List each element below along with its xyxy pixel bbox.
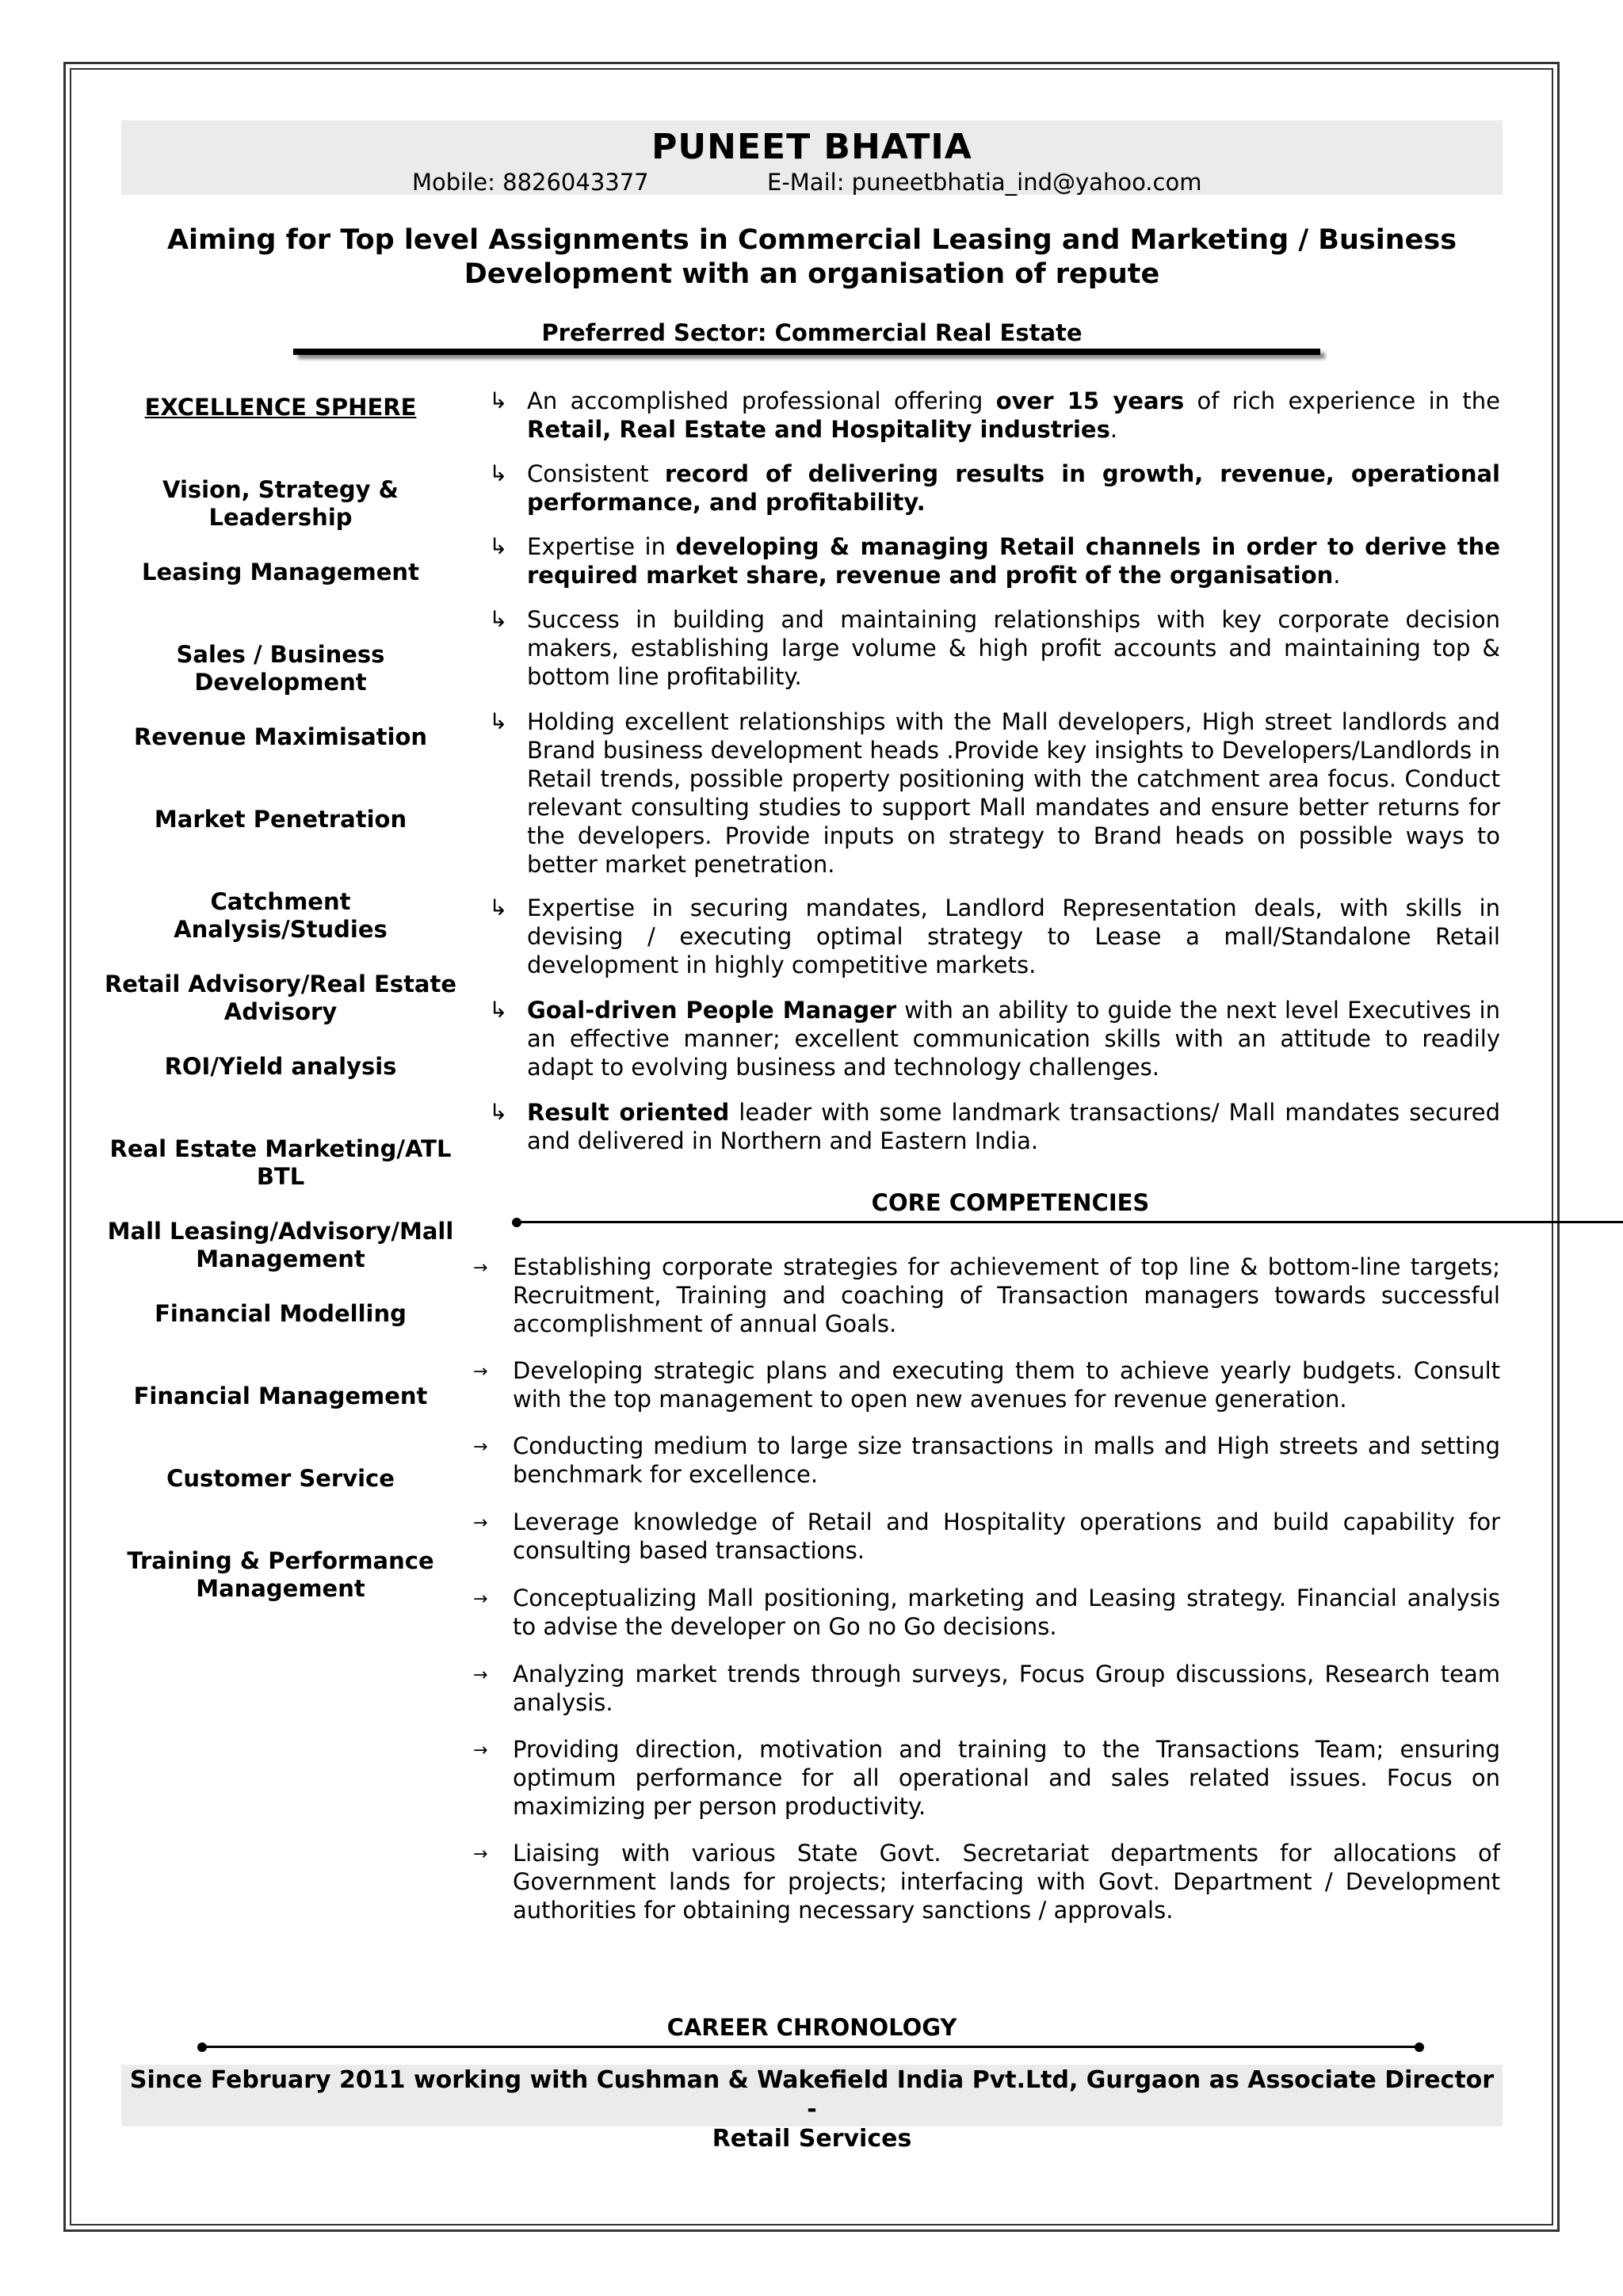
sidebar-item-line: Market Penetration bbox=[154, 806, 407, 833]
achievement-text: . bbox=[1333, 562, 1341, 589]
achievement-text: Expertise in bbox=[527, 533, 676, 560]
sidebar-item bbox=[94, 559, 468, 586]
sidebar-item bbox=[94, 971, 468, 1026]
sidebar-item-line: Revenue Maximisation bbox=[133, 723, 428, 750]
sidebar-item bbox=[94, 1383, 468, 1410]
sidebar-item-line: Advisory bbox=[223, 998, 338, 1025]
objective-line-2: Development with an organisation of repute bbox=[464, 258, 1160, 290]
competency-item bbox=[473, 1508, 1500, 1565]
arrow-bullet-icon: ↳ bbox=[489, 1099, 508, 1125]
competency-item bbox=[473, 1253, 1500, 1338]
career-entry-line-1: Since February 2011 working with Cushman & Wakefield India Pvt.Ltd, Gurgaon as Associate Director - bbox=[129, 2066, 1495, 2123]
competency-item bbox=[473, 1735, 1500, 1821]
arrow-bullet-icon: ↳ bbox=[489, 894, 508, 921]
right-arrow-icon: → bbox=[473, 1362, 488, 1382]
sidebar-item-line: Retail Advisory/Real Estate bbox=[104, 971, 457, 997]
sidebar-item-line: Financial Management bbox=[133, 1383, 428, 1409]
competency-text: Establishing corporate strategies for achievement of top line & bottom-line targets; Recruitment, Training and coaching of Transaction managers towards successful accomplishment of annual Goals. bbox=[513, 1253, 1500, 1337]
right-arrow-icon: → bbox=[473, 1437, 488, 1457]
right-arrow-icon: → bbox=[473, 1665, 488, 1685]
achievement-text: of rich experience in the bbox=[1184, 387, 1500, 414]
competency-item bbox=[473, 1839, 1500, 1924]
career-objective bbox=[121, 223, 1503, 292]
achievement-highlight: Goal-driven People Manager bbox=[527, 997, 897, 1024]
sidebar-item-line: Sales / Business bbox=[176, 641, 385, 668]
competency-text: Conducting medium to large size transactions in malls and High streets and setting benchmark for excellence. bbox=[513, 1432, 1500, 1488]
right-arrow-icon: → bbox=[473, 1258, 488, 1278]
sidebar-item-line: BTL bbox=[256, 1163, 305, 1190]
sidebar-item bbox=[94, 1300, 468, 1328]
header-divider bbox=[293, 349, 1320, 355]
sidebar-item-line: Real Estate Marketing/ATL bbox=[109, 1135, 452, 1162]
sidebar-item bbox=[94, 1135, 468, 1191]
sidebar-item-line: Financial Modelling bbox=[155, 1300, 407, 1327]
achievement-text: Holding excellent relationships with the Mall developers, High street landlords and Brand business development heads .Provide key insights to Developers/Landlords in Retail trends, possible property positioning with the catchment area focus. Conduct relevant consulting studies to support Mall mandates and ensure better returns for the developers. Provide inputs on strategy to Brand heads on possible ways to better market penetration. bbox=[527, 708, 1500, 878]
sidebar-item-line: Customer Service bbox=[166, 1465, 395, 1492]
sidebar-item bbox=[94, 1547, 468, 1603]
achievement-text: Success in building and maintaining relationships with key corporate decision makers, establishing large volume & high profit accounts and maintaining top & bottom line profitability. bbox=[527, 606, 1500, 690]
achievement-item bbox=[489, 532, 1500, 589]
sidebar-item-line: Catchment bbox=[210, 888, 351, 915]
achievement-item bbox=[489, 1098, 1500, 1155]
achievement-highlight: developing & managing Retail channels in order to derive the required market share, revenue and profit of the organisation bbox=[527, 533, 1500, 589]
competency-text: Developing strategic plans and executing them to achieve yearly budgets. Consult with the top management to open new avenues for revenue generation. bbox=[513, 1357, 1500, 1413]
right-arrow-icon: → bbox=[473, 1513, 488, 1533]
competency-item bbox=[473, 1432, 1500, 1489]
achievement-highlight: record of delivering results in growth, revenue, operational performance, and profitability. bbox=[527, 460, 1500, 516]
sidebar-item-line: Vision, Strategy & bbox=[162, 476, 399, 503]
achievement-item bbox=[489, 996, 1500, 1081]
competency-text: Providing direction, motivation and training to the Transactions Team; ensuring optimum performance for all operational and sales related issues. Focus on maximizing per person productivity. bbox=[513, 1736, 1500, 1820]
sidebar-item bbox=[94, 1053, 468, 1081]
achievement-item bbox=[489, 387, 1500, 444]
candidate-name: PUNEET BHATIA bbox=[651, 127, 972, 167]
career-entry bbox=[121, 2065, 1503, 2153]
achievement-item bbox=[489, 707, 1500, 879]
career-rule-dot-right bbox=[1415, 2042, 1424, 2052]
sidebar-heading: EXCELLENCE SPHERE bbox=[144, 394, 417, 421]
achievement-text: Consistent bbox=[527, 460, 665, 487]
preferred-sector: Preferred Sector: Commercial Real Estate bbox=[541, 319, 1083, 346]
achievement-text: with an ability to guide the next level Executives in an effective manner; excellent communication skills with an attitude to readily adapt to evolving business and technology challenges. bbox=[527, 997, 1500, 1081]
competency-text: Leverage knowledge of Retail and Hospitality operations and build capability for consulting based transactions. bbox=[513, 1508, 1500, 1564]
competency-item bbox=[473, 1356, 1500, 1413]
sidebar-item-line: Leasing Management bbox=[142, 559, 419, 585]
achievement-item bbox=[489, 460, 1500, 517]
career-chronology-title: CAREER CHRONOLOGY bbox=[666, 2014, 957, 2041]
arrow-bullet-icon: ↳ bbox=[489, 708, 508, 734]
competency-text: Analyzing market trends through surveys, Focus Group discussions, Research team analysis. bbox=[513, 1661, 1500, 1716]
competency-text: Liaising with various State Govt. Secretariat departments for allocations of Government lands for projects; interfacing with Govt. Department / Development authorities for obtaining necessary sanctions / approvals. bbox=[513, 1840, 1500, 1924]
achievement-highlight: Retail, Real Estate and Hospitality industries bbox=[527, 416, 1110, 443]
achievement-text: Expertise in securing mandates, Landlord Representation deals, with skills in devising / executing optimal strategy to Lease a mall/Standalone Retail development in highly competitive markets. bbox=[527, 894, 1500, 978]
core-competencies-title: CORE COMPETENCIES bbox=[871, 1189, 1150, 1216]
sidebar-item-line: Leadership bbox=[208, 504, 353, 531]
core-competencies-rule bbox=[517, 1221, 1623, 1223]
sidebar-item bbox=[94, 641, 468, 696]
sidebar-item-line: Management bbox=[196, 1245, 365, 1272]
career-entry-line-2: Retail Services bbox=[712, 2125, 912, 2153]
career-chronology-rule bbox=[202, 2046, 1419, 2048]
competency-item bbox=[473, 1584, 1500, 1641]
sidebar-item bbox=[94, 723, 468, 751]
arrow-bullet-icon: ↳ bbox=[489, 997, 508, 1023]
email-address: E-Mail: puneetbhatia_ind@yahoo.com bbox=[767, 169, 1202, 196]
arrow-bullet-icon: ↳ bbox=[489, 387, 508, 414]
sidebar-item-line: Development bbox=[194, 669, 367, 696]
competency-text: Conceptualizing Mall positioning, marketing and Leasing strategy. Financial analysis to advise the developer on Go no Go decisions. bbox=[513, 1585, 1500, 1640]
arrow-bullet-icon: ↳ bbox=[489, 533, 508, 559]
sidebar-item-line: Management bbox=[196, 1575, 365, 1602]
achievement-highlight: over 15 years bbox=[995, 387, 1185, 414]
arrow-bullet-icon: ↳ bbox=[489, 460, 508, 486]
sidebar-item-line: Mall Leasing/Advisory/Mall bbox=[107, 1218, 454, 1245]
arrow-bullet-icon: ↳ bbox=[489, 606, 508, 632]
sidebar-item bbox=[94, 476, 468, 532]
sidebar-item bbox=[94, 806, 468, 833]
sidebar-item bbox=[94, 1218, 468, 1273]
achievement-item bbox=[489, 894, 1500, 979]
right-arrow-icon: → bbox=[473, 1589, 488, 1609]
sidebar-item-line: Analysis/Studies bbox=[174, 916, 388, 943]
achievement-text: leader with some landmark transactions/ Mall mandates secured and delivered in Northern and Eastern India. bbox=[527, 1099, 1500, 1154]
sidebar-item-line: Training & Performance bbox=[127, 1547, 434, 1574]
mobile-number: Mobile: 8826043377 bbox=[412, 169, 649, 196]
achievement-text: . bbox=[1109, 416, 1118, 443]
right-arrow-icon: → bbox=[473, 1741, 488, 1760]
sidebar-item bbox=[94, 888, 468, 944]
sidebar-item bbox=[94, 1465, 468, 1493]
right-arrow-icon: → bbox=[473, 1844, 488, 1864]
achievement-item bbox=[489, 605, 1500, 691]
competency-item bbox=[473, 1660, 1500, 1717]
achievement-highlight: Result oriented bbox=[527, 1099, 730, 1126]
sidebar-item-line: ROI/Yield analysis bbox=[164, 1053, 397, 1080]
achievement-text: An accomplished professional offering bbox=[527, 387, 996, 414]
objective-line-1: Aiming for Top level Assignments in Commercial Leasing and Marketing / Business bbox=[166, 224, 1457, 256]
